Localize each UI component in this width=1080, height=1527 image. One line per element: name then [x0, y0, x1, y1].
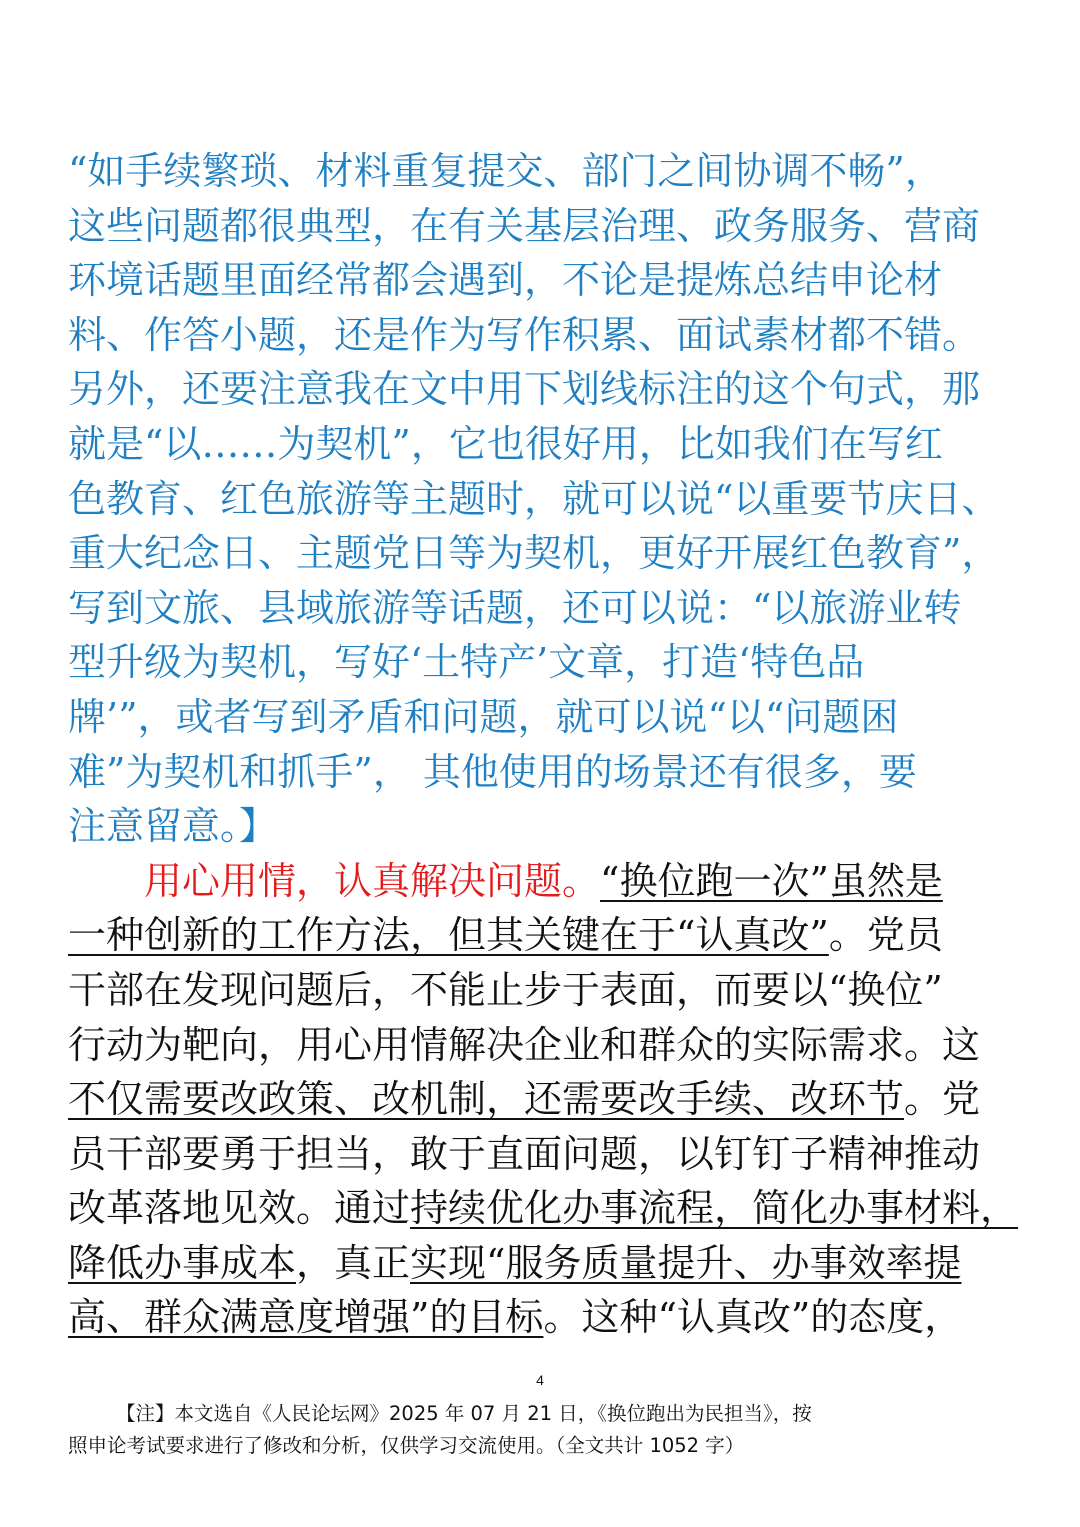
comment-line: 注意留意。】	[68, 804, 278, 849]
text-run: 。这种“认真改”的态度，	[543, 1295, 963, 1340]
underlined-phrase: 持续优化办事流程，简化办事材料，	[410, 1186, 1019, 1231]
main-paragraph	[68, 854, 1018, 1345]
comment-line: 料、作答小题，还是作为写作积累、面试素材都不错。	[68, 312, 981, 357]
comment-line: 就是“以……为契机”，它也很好用，比如我们在写红	[68, 421, 943, 466]
comment-line: 另外，还要注意我在文中用下划线标注的这个句式，那	[68, 367, 981, 412]
paragraph-line: 行动为靶向，用心用情解决企业和群众的实际需求。这	[68, 1022, 981, 1067]
comment-line: 难”为契机和抓手”， 其他使用的场景还有很多，要	[68, 749, 917, 794]
text-run: 。党	[904, 1077, 981, 1122]
paragraph-line	[68, 854, 1018, 909]
text-run: ，真正	[296, 1240, 411, 1285]
paragraph-line	[68, 1181, 1018, 1236]
paragraph-line	[68, 1072, 1018, 1127]
underlined-phrase: 高、群众满意度增强”的目标	[68, 1295, 544, 1340]
underlined-phrase: 实现“服务质量提升、办事效率提	[410, 1240, 962, 1285]
footnote	[68, 1398, 1018, 1462]
underlined-phrase: “换位跑一次”虽然是	[600, 858, 943, 903]
comment-line: 这些问题都很典型，在有关基层治理、政务服务、营商	[68, 203, 981, 248]
underlined-phrase: 降低办事成本	[68, 1240, 297, 1285]
paragraph-heading: 用心用情，认真解决问题。	[144, 858, 601, 903]
paragraph-line: 员干部要勇于担当，敢于直面问题，以钉钉子精神推动	[68, 1131, 981, 1176]
footnote-line: 【注】本文选自《人民论坛网》2025 年 07 月 21 日，《换位跑出为民担当》，按	[116, 1402, 812, 1425]
comment-line: 型升级为契机，写好‘土特产’文章，打造‘特色品	[68, 640, 865, 685]
underlined-phrase: 一种创新的工作方法，但其关键在于“认真改”	[68, 913, 829, 958]
paragraph-line	[68, 1290, 1018, 1345]
comment-line: 色教育、红色旅游等主题时，就可以说“以重要节庆日、	[68, 476, 1000, 521]
comment-line: 重大纪念日、主题党日等为契机，更好开展红色教育”，	[68, 531, 1000, 576]
text-run: 改革落地见效。通过	[68, 1186, 411, 1231]
paragraph-line	[68, 908, 1018, 963]
paragraph-line	[68, 1236, 1018, 1291]
editor-comment-block	[68, 144, 1018, 854]
underlined-phrase: 不仅需要改政策、改机制，还需要改手续、改环节	[68, 1077, 905, 1122]
body-text	[68, 144, 1018, 1345]
paragraph-line: 干部在发现问题后，不能止步于表面，而要以“换位”	[68, 967, 943, 1012]
page-number: 4	[536, 1372, 544, 1388]
text-run: 。党员	[828, 913, 943, 958]
comment-line: “如手续繁琐、材料重复提交、部门之间协调不畅”，	[68, 149, 943, 193]
comment-line: 写到文旅、县域旅游等话题，还可以说：“以旅游业转	[68, 585, 962, 630]
comment-line: 环境话题里面经常都会遇到，不论是提炼总结申论材	[68, 258, 943, 303]
footnote-line: 照申论考试要求进行了修改和分析，仅供学习交流使用。（全文共计 1052 字）	[68, 1434, 745, 1457]
comment-line: 牌’”，或者写到矛盾和问题，就可以说“以“问题困	[68, 694, 899, 739]
